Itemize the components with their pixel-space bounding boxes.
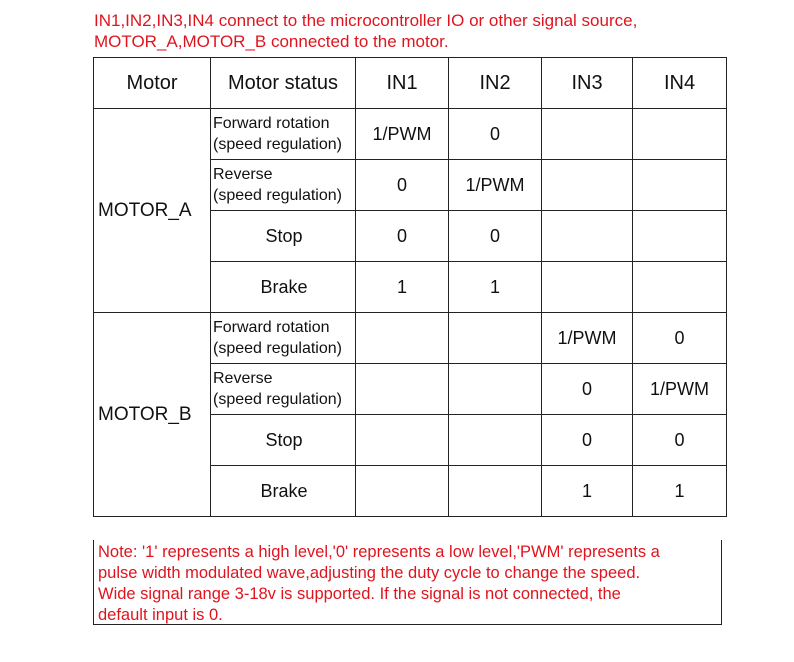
- in1-cell: [356, 364, 449, 415]
- in4-cell: 0: [633, 415, 727, 466]
- status-cell: Brake: [211, 262, 356, 313]
- in4-cell: 0: [633, 313, 727, 364]
- in3-cell: [542, 262, 633, 313]
- in4-cell: [633, 160, 727, 211]
- in2-cell: 0: [449, 211, 542, 262]
- status-line-1: Reverse: [213, 166, 273, 183]
- status-line-1: Reverse: [213, 370, 273, 387]
- status-line-2: (speed regulation): [213, 340, 342, 357]
- status-line-1: Forward rotation: [213, 115, 330, 132]
- in4-cell: [633, 211, 727, 262]
- in1-cell: 0: [356, 211, 449, 262]
- col-header-in3: IN3: [542, 58, 633, 109]
- status-cell: Brake: [211, 466, 356, 517]
- in2-cell: 1/PWM: [449, 160, 542, 211]
- table-row: [94, 313, 727, 364]
- status-line-2: (speed regulation): [213, 136, 342, 153]
- in4-cell: 1/PWM: [633, 364, 727, 415]
- in4-cell: [633, 109, 727, 160]
- status-line-2: (speed regulation): [213, 391, 342, 408]
- motor-a-label: MOTOR_A: [94, 109, 211, 313]
- in3-cell: [542, 211, 633, 262]
- note-box: [93, 540, 722, 625]
- in2-cell: [449, 466, 542, 517]
- in2-cell: [449, 415, 542, 466]
- status-cell: [211, 109, 356, 160]
- table-header-row: [94, 58, 727, 109]
- motor-b-label: MOTOR_B: [94, 313, 211, 517]
- in1-cell: 1/PWM: [356, 109, 449, 160]
- in1-cell: [356, 466, 449, 517]
- in3-cell: [542, 109, 633, 160]
- note-line-2: pulse width modulated wave,adjusting the duty cycle to change the speed.: [98, 564, 641, 582]
- in1-cell: [356, 313, 449, 364]
- in3-cell: 0: [542, 364, 633, 415]
- status-cell: [211, 160, 356, 211]
- note-line-1: Note: '1' represents a high level,'0' represents a low level,'PWM' represents a: [98, 543, 660, 561]
- status-cell: Stop: [211, 211, 356, 262]
- in4-cell: [633, 262, 727, 313]
- col-header-motor: Motor: [94, 58, 211, 109]
- status-cell: Stop: [211, 415, 356, 466]
- status-cell: [211, 313, 356, 364]
- in3-cell: 1: [542, 466, 633, 517]
- truth-table: [93, 57, 727, 517]
- in1-cell: 1: [356, 262, 449, 313]
- col-header-in4: IN4: [633, 58, 727, 109]
- in2-cell: [449, 364, 542, 415]
- table-row: [94, 109, 727, 160]
- in3-cell: 1/PWM: [542, 313, 633, 364]
- header-line-2: MOTOR_A,MOTOR_B connected to the motor.: [94, 32, 449, 51]
- in4-cell: 1: [633, 466, 727, 517]
- note-line-3: Wide signal range 3-18v is supported. If the signal is not connected, the: [98, 585, 621, 603]
- in3-cell: [542, 160, 633, 211]
- in1-cell: [356, 415, 449, 466]
- status-line-2: (speed regulation): [213, 187, 342, 204]
- note-line-4: default input is 0.: [98, 606, 223, 624]
- col-header-motor-status: Motor status: [211, 58, 356, 109]
- in1-cell: 0: [356, 160, 449, 211]
- in2-cell: 0: [449, 109, 542, 160]
- in3-cell: 0: [542, 415, 633, 466]
- col-header-in1: IN1: [356, 58, 449, 109]
- in2-cell: [449, 313, 542, 364]
- status-line-1: Forward rotation: [213, 319, 330, 336]
- status-cell: [211, 364, 356, 415]
- in2-cell: 1: [449, 262, 542, 313]
- header-text: [94, 10, 734, 52]
- col-header-in2: IN2: [449, 58, 542, 109]
- header-line-1: IN1,IN2,IN3,IN4 connect to the microcontroller IO or other signal source,: [94, 11, 638, 30]
